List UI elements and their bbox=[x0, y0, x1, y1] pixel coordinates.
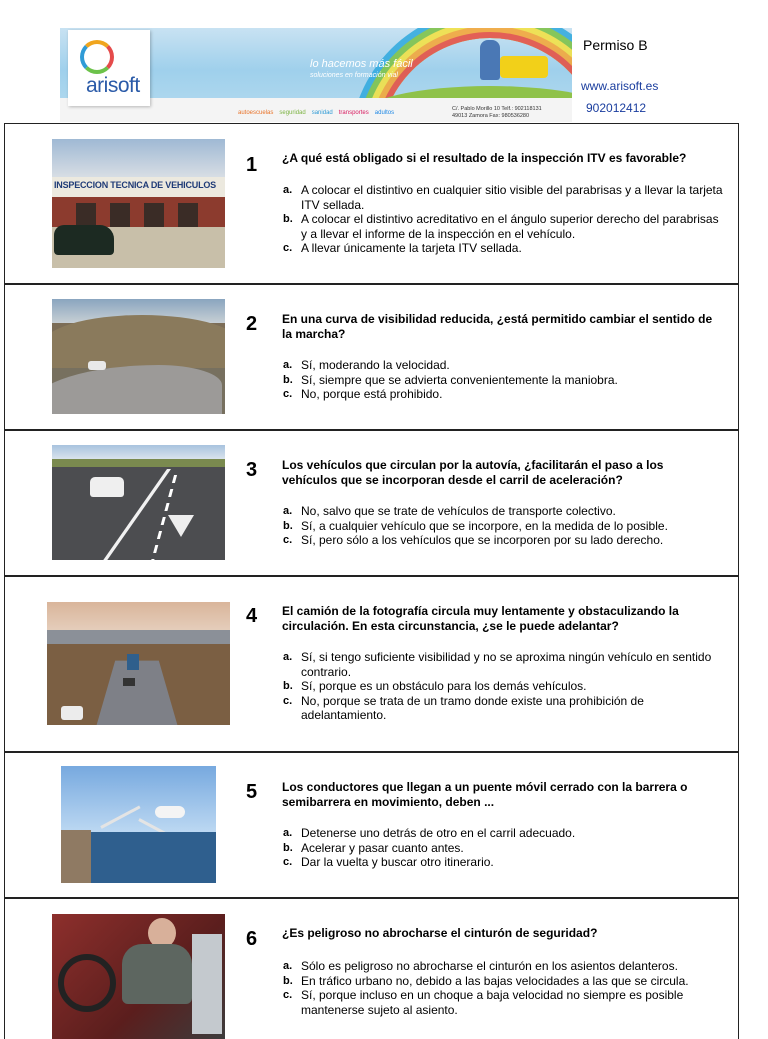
driver-seatbelt-photo bbox=[52, 914, 225, 1039]
question-number: 2 bbox=[246, 313, 258, 335]
website-link[interactable]: www.arisoft.es bbox=[581, 79, 659, 93]
curved-road-photo bbox=[52, 299, 225, 414]
option-text: Acelerar y pasar cuanto antes. bbox=[301, 840, 464, 855]
question-4 bbox=[5, 577, 738, 753]
option-text: Dar la vuelta y buscar otro itinerario. bbox=[301, 855, 494, 869]
address-line: 49013 Zamora Fax: 980536280 bbox=[452, 113, 530, 119]
banner-categories bbox=[238, 110, 394, 116]
option-text: Sí, porque incluso en un choque a baja velocidad no siempre es posible mantenerse sujeto al asiento. bbox=[301, 988, 684, 1017]
answer-option[interactable] bbox=[283, 212, 725, 241]
option-text: A colocar el distintivo acreditativo en el ángulo superior derecho del parabrisas y a llevar el informe de la inspección en el vehículo. bbox=[301, 212, 719, 241]
child-graphic bbox=[480, 40, 500, 80]
question-number: 3 bbox=[246, 459, 258, 481]
option-letter: c. bbox=[283, 694, 293, 707]
option-text: A colocar el distintivo en cualquier sitio visible del parabrisas y a llevar la tarjeta ITV sellada. bbox=[301, 183, 723, 212]
page-header bbox=[0, 0, 768, 124]
option-letter: a. bbox=[283, 184, 293, 196]
answer-option[interactable] bbox=[283, 183, 725, 212]
answer-options bbox=[283, 358, 725, 402]
answer-option[interactable] bbox=[283, 679, 725, 694]
option-letter: a. bbox=[283, 359, 293, 371]
answer-option[interactable] bbox=[283, 959, 725, 974]
option-letter: c. bbox=[283, 856, 293, 868]
banner-address bbox=[452, 106, 542, 120]
option-letter: c. bbox=[283, 989, 293, 1001]
question-3 bbox=[5, 431, 738, 577]
answer-option[interactable] bbox=[283, 387, 725, 402]
banner-category: transportes bbox=[338, 110, 369, 116]
option-letter: a. bbox=[283, 651, 293, 663]
question-2 bbox=[5, 285, 738, 431]
answer-option[interactable] bbox=[283, 650, 725, 679]
answer-option[interactable] bbox=[283, 988, 725, 1017]
option-letter: b. bbox=[283, 841, 293, 854]
option-text: En tráfico urbano no, debido a las bajas velocidades a las que se circula. bbox=[301, 973, 689, 988]
question-text: El camión de la fotografía circula muy lentamente y obstaculizando la circulación. En esta circunstancia, ¿se le puede adelantar? bbox=[282, 604, 679, 633]
question-number: 1 bbox=[246, 154, 258, 176]
answer-option[interactable] bbox=[283, 358, 725, 373]
option-letter: c. bbox=[283, 388, 293, 400]
truck-on-road-photo bbox=[47, 602, 230, 725]
toy-truck-graphic bbox=[500, 56, 548, 78]
question-6 bbox=[5, 899, 738, 1039]
option-letter: b. bbox=[283, 519, 293, 532]
option-text: Detenerse uno detrás de otro en el carril adecuado. bbox=[301, 826, 576, 840]
answer-option[interactable] bbox=[283, 974, 725, 989]
option-text: Sí, moderando la velocidad. bbox=[301, 358, 450, 372]
question-number: 6 bbox=[246, 928, 258, 950]
option-letter: c. bbox=[283, 534, 293, 546]
option-letter: b. bbox=[283, 373, 293, 386]
phone-number: 902012412 bbox=[586, 101, 647, 115]
answer-options bbox=[283, 826, 725, 870]
option-text: Sí, si tengo suficiente visibilidad y no se aproxima ningún vehículo en sentido contrario. bbox=[301, 650, 712, 679]
answer-options bbox=[283, 504, 725, 548]
answer-option[interactable] bbox=[283, 533, 725, 548]
question-number: 5 bbox=[246, 781, 258, 803]
motorway-photo bbox=[52, 445, 225, 560]
option-text: Sí, pero sólo a los vehículos que se incorporen por su lado derecho. bbox=[301, 533, 664, 547]
option-text: Sí, a cualquier vehículo que se incorpore, en la medida de lo posible. bbox=[301, 518, 668, 533]
question-1 bbox=[5, 124, 738, 285]
logo-text: arisoft bbox=[86, 74, 140, 97]
option-letter: b. bbox=[283, 680, 293, 692]
option-text: No, porque está prohibido. bbox=[301, 387, 443, 401]
answer-option[interactable] bbox=[283, 841, 725, 856]
answer-options bbox=[283, 183, 725, 256]
banner-slogan-sub: soluciones en formación vial bbox=[310, 72, 398, 79]
banner-slogan: lo hacemos más fácil bbox=[310, 58, 413, 70]
banner-category: seguridad bbox=[279, 110, 306, 116]
answer-options bbox=[283, 959, 725, 1017]
question-list bbox=[4, 123, 739, 1039]
answer-option[interactable] bbox=[283, 504, 725, 519]
itv-station-photo bbox=[52, 139, 225, 268]
answer-option[interactable] bbox=[283, 519, 725, 534]
answer-option[interactable] bbox=[283, 694, 725, 723]
answer-option[interactable] bbox=[283, 826, 725, 841]
question-number: 4 bbox=[246, 605, 258, 627]
answer-option[interactable] bbox=[283, 373, 725, 388]
question-text: ¿A qué está obligado si el resultado de la inspección ITV es favorable? bbox=[282, 151, 687, 165]
answer-option[interactable] bbox=[283, 241, 725, 256]
option-letter: b. bbox=[283, 213, 293, 225]
banner-category: adultos bbox=[374, 110, 395, 116]
option-letter: a. bbox=[283, 505, 293, 517]
address-line: C/. Pablo Morillo 10 Telf.: 902118131 bbox=[452, 106, 542, 112]
logo-ring-icon bbox=[80, 40, 114, 74]
question-text: Los vehículos que circulan por la autovía, ¿facilitarán el paso a los vehículos que se incorporan desde el carril de aceleración? bbox=[282, 458, 664, 487]
question-text: En una curva de visibilidad reducida, ¿está permitido cambiar el sentido de la marcha? bbox=[282, 312, 713, 341]
option-letter: a. bbox=[283, 960, 293, 972]
question-5 bbox=[5, 753, 738, 899]
option-text: Sí, siempre que se advierta convenientemente la maniobra. bbox=[301, 372, 618, 387]
option-letter: c. bbox=[283, 242, 293, 254]
option-text: A llevar únicamente la tarjeta ITV sellada. bbox=[301, 241, 522, 255]
option-text: Sí, porque es un obstáculo para los demás vehículos. bbox=[301, 679, 587, 693]
itv-sign-text: INSPECCION TECNICA DE VEHICULOS bbox=[54, 180, 216, 190]
question-text: ¿Es peligroso no abrocharse el cinturón de seguridad? bbox=[282, 926, 598, 940]
banner-category: autoescuelas bbox=[238, 110, 274, 116]
answer-options bbox=[283, 650, 725, 723]
drawbridge-photo bbox=[61, 766, 216, 883]
page-title: Permiso B bbox=[583, 37, 648, 53]
banner-category: sanidad bbox=[311, 110, 333, 116]
option-text: Sólo es peligroso no abrocharse el cinturón en los asientos delanteros. bbox=[301, 959, 678, 973]
option-text: No, salvo que se trate de vehículos de transporte colectivo. bbox=[301, 504, 616, 518]
answer-option[interactable] bbox=[283, 855, 725, 870]
question-text: Los conductores que llegan a un puente móvil cerrado con la barrera o semibarrera en movimiento, deben ... bbox=[282, 780, 688, 809]
option-letter: b. bbox=[283, 974, 293, 987]
arisoft-logo bbox=[68, 30, 150, 106]
option-text: No, porque se trata de un tramo donde existe una prohibición de adelantamiento. bbox=[301, 693, 644, 722]
option-letter: a. bbox=[283, 827, 293, 839]
